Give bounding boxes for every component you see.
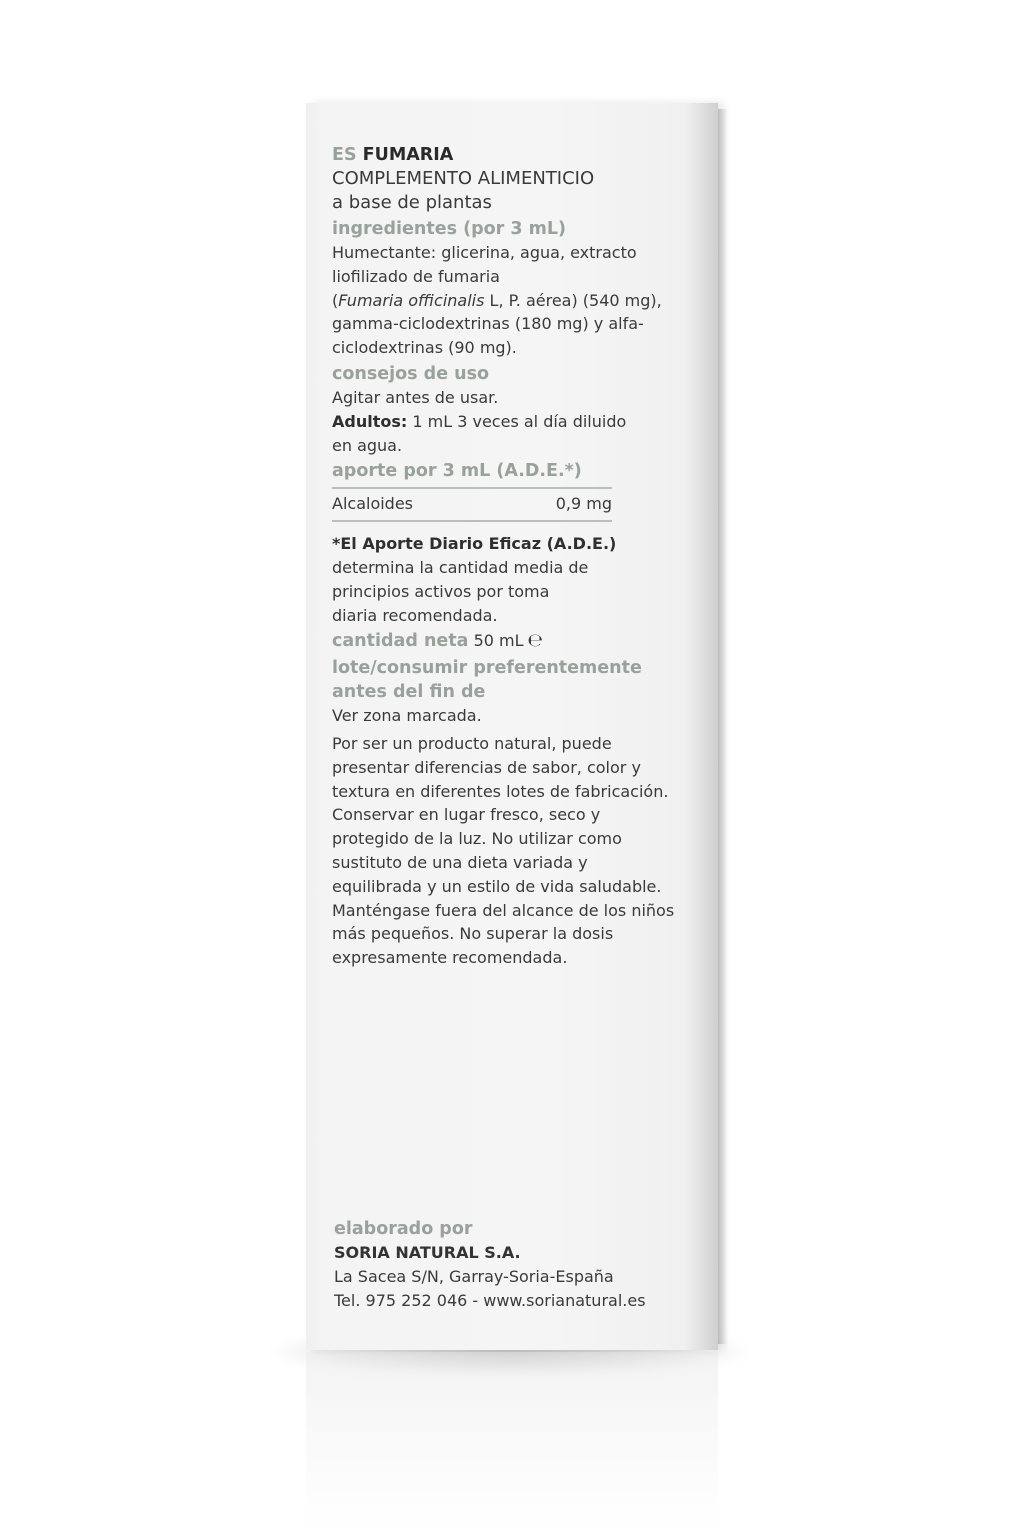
ingredients-line-scientific — [332, 289, 704, 313]
label-content — [332, 143, 704, 970]
net-quantity — [332, 629, 704, 654]
contribution-heading: aporte por 3 mL (A.D.E.*) — [332, 461, 582, 482]
ingredients-line: Humectante: glicerina, agua, extracto — [332, 243, 637, 262]
product-subcategory: a base de plantas — [332, 192, 492, 213]
ade-line: diaria recomendada. — [332, 605, 498, 625]
ingredients-detail: L, P. aérea) (540 mg), — [484, 290, 662, 310]
manufacturer-heading: elaborado por — [334, 1219, 473, 1239]
contribution-row — [332, 487, 612, 522]
contribution-name: Alcaloides — [332, 494, 414, 514]
usage-heading: consejos de uso — [332, 363, 490, 384]
manufacturer-contact: Tel. 975 252 046 - www.sorianatural.es — [334, 1291, 646, 1310]
notice-line: equilibrada y un estilo de vida saludable. — [332, 876, 662, 896]
product-category: COMPLEMENTO ALIMENTICIO — [332, 168, 595, 189]
manufacturer-name: SORIA NATURAL S.A. — [334, 1243, 521, 1262]
notice-line: sustituto de una dieta variada y — [332, 852, 588, 872]
ade-line: determina la cantidad media de — [332, 557, 589, 577]
ingredients-line: gamma-ciclodextrinas (180 mg) y alfa- — [332, 314, 644, 334]
usage-line: en agua. — [332, 435, 403, 455]
adults-dosage: 1 mL 3 veces al día diluido — [407, 411, 627, 431]
notice-line: Conservar en lugar fresco, seco y — [332, 805, 601, 825]
adults-label: Adultos: — [332, 411, 408, 431]
notice-line: textura en diferentes lotes de fabricación. — [332, 781, 669, 801]
notice-block — [332, 732, 704, 970]
notice-line: Por ser un producto natural, puede — [332, 733, 612, 753]
product-name: FUMARIA — [362, 145, 454, 165]
lot-heading: lote/consumir preferentemente — [332, 658, 642, 679]
notice-line: más pequeños. No superar la dosis — [332, 924, 614, 944]
product-title — [332, 143, 704, 167]
notice-line: expresamente recomendada. — [332, 948, 568, 968]
product-box-side-panel — [306, 103, 718, 1350]
lot-heading-cont: antes del fin de — [332, 682, 486, 703]
estimated-sign-icon: ℮ — [527, 630, 543, 652]
ingredients-line: ciclodextrinas (90 mg). — [332, 338, 517, 358]
notice-line: presentar diferencias de sabor, color y — [332, 757, 641, 777]
net-quantity-label: cantidad neta — [332, 631, 469, 652]
box-reflection — [306, 1352, 718, 1532]
scientific-name: Fumaria officinalis — [338, 290, 485, 310]
ade-line: principios activos por toma — [332, 581, 550, 601]
ade-title: *El Aporte Diario Eficaz (A.D.E.) — [332, 534, 617, 554]
lot-text: Ver zona marcada. — [332, 706, 482, 726]
net-quantity-value: 50 mL — [473, 631, 524, 651]
ingredients-line: liofilizado de fumaria — [332, 266, 500, 286]
manufacturer-address: La Sacea S/N, Garray-Soria-España — [334, 1267, 614, 1286]
usage-line: Agitar antes de usar. — [332, 387, 499, 407]
paren-open: ( — [332, 290, 339, 310]
usage-adults-line — [332, 410, 704, 434]
notice-line: protegido de la luz. No utilizar como — [332, 829, 622, 849]
notice-line: Manténgase fuera del alcance de los niños — [332, 900, 675, 920]
contribution-value: 0,9 mg — [555, 494, 612, 514]
language-code: ES — [332, 145, 357, 165]
manufacturer-block — [334, 1217, 706, 1313]
ingredients-heading: ingredientes (por 3 mL) — [332, 219, 567, 239]
ade-note — [332, 532, 704, 627]
